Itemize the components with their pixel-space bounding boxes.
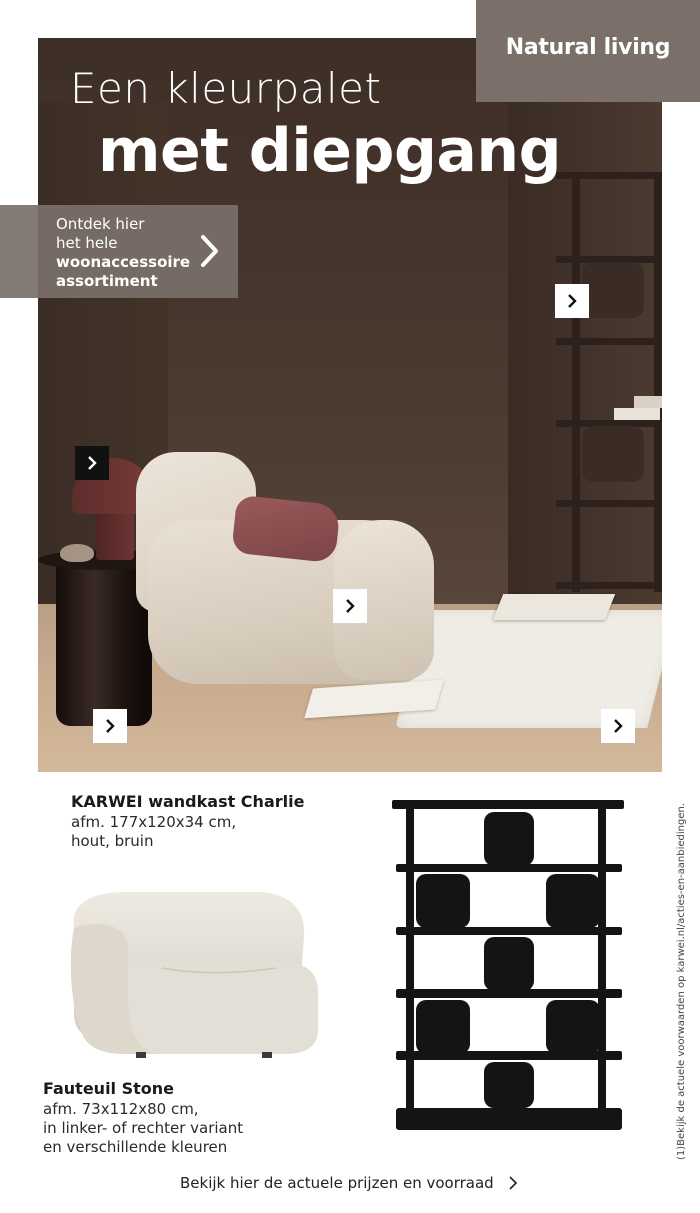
- product-spec: afm. 177x120x34 cm,: [71, 813, 237, 831]
- headline-bold: met diepgang: [98, 116, 562, 186]
- prices-stock-link[interactable]: [180, 1174, 518, 1192]
- cushion: [231, 495, 340, 564]
- chevron-right-icon: [196, 233, 222, 269]
- product-title: KARWEI wandkast Charlie: [71, 792, 305, 811]
- cta-line-3: woonaccessoire: [56, 253, 191, 271]
- chevron-right-icon: [508, 1176, 518, 1190]
- hotspot-rug[interactable]: [601, 709, 635, 743]
- headline-light: Een kleurpalet: [70, 64, 382, 113]
- background-shelf: [558, 172, 662, 592]
- chevron-right-icon: [343, 598, 357, 614]
- cta-line-4: assortiment: [56, 272, 158, 290]
- chevron-right-icon: [611, 718, 625, 734]
- hotspot-lounge-chair[interactable]: [333, 589, 367, 623]
- fauteuil-image[interactable]: [66, 888, 320, 1060]
- hotspot-side-table[interactable]: [93, 709, 127, 743]
- hotspot-shelf[interactable]: [555, 284, 589, 318]
- wandkast-image[interactable]: [392, 798, 626, 1134]
- cta-line-2: het hele: [56, 234, 118, 252]
- chevron-right-icon: [85, 455, 99, 471]
- product-fauteuil-info[interactable]: [43, 1079, 243, 1157]
- prices-stock-link-label: Bekijk hier de actuele prijzen en voorraad: [180, 1174, 494, 1192]
- disclaimer-text: (1)Bekijk de actuele voorwaarden op karwei.nl/acties-en-aanbiedingen.: [676, 803, 687, 1160]
- lamp-base: [96, 512, 134, 560]
- cta-line-1: Ontdek hier: [56, 215, 145, 233]
- category-tag-label: Natural living: [505, 34, 671, 60]
- product-spec: afm. 73x112x80 cm,: [43, 1100, 199, 1118]
- product-spec: hout, bruin: [71, 832, 154, 850]
- category-tag: [476, 0, 700, 102]
- chevron-right-icon: [565, 293, 579, 309]
- product-wandkast-info[interactable]: [71, 792, 304, 851]
- product-spec: en verschillende kleuren: [43, 1138, 228, 1156]
- decor-stone: [60, 544, 94, 562]
- chevron-right-icon: [103, 718, 117, 734]
- assortment-cta[interactable]: [0, 205, 238, 298]
- open-book: [493, 594, 616, 620]
- product-title: Fauteuil Stone: [43, 1079, 175, 1098]
- product-spec: in linker- of rechter variant: [43, 1119, 244, 1137]
- hotspot-lamp[interactable]: [75, 446, 109, 480]
